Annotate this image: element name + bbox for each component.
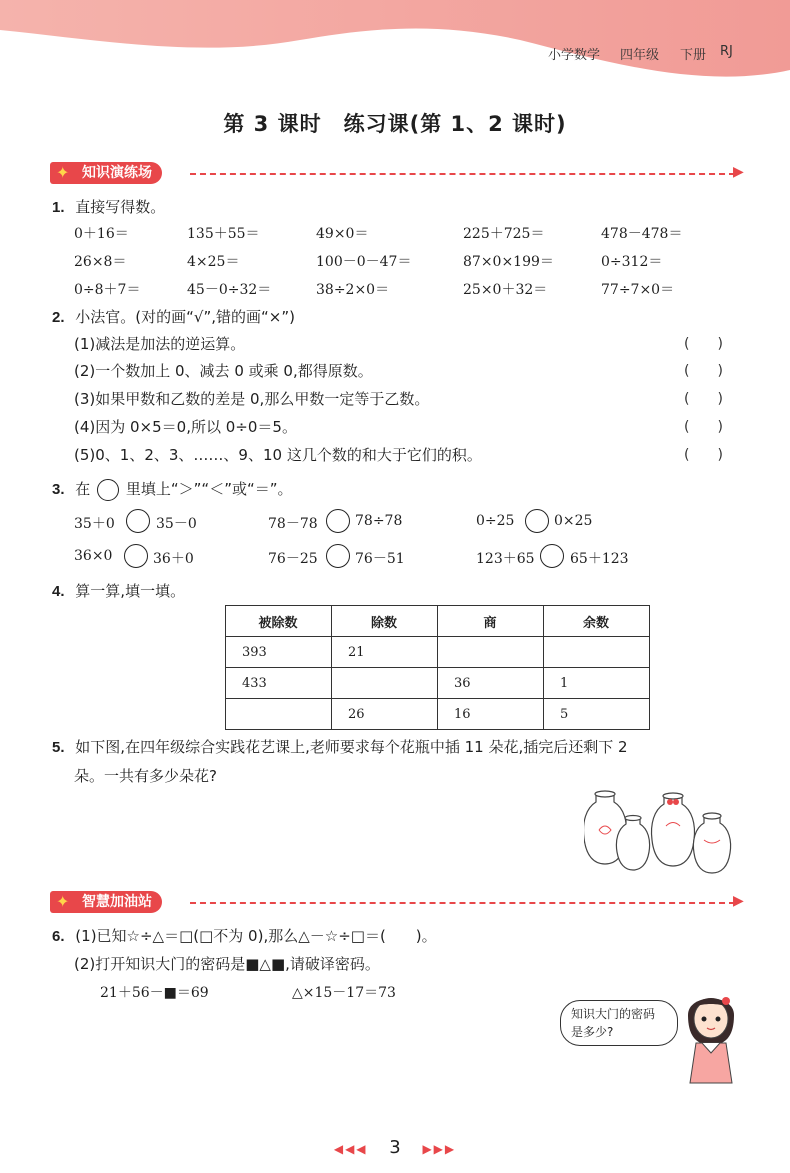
table-cell: 433 <box>226 668 332 699</box>
table-cell[interactable] <box>226 699 332 730</box>
calc-item: 100－0－47＝ <box>316 254 412 270</box>
section-divider <box>190 173 735 175</box>
header-edition: RJ <box>720 44 733 59</box>
circle-icon <box>97 479 119 501</box>
judgement-item: (5)0、1、2、3、……、9、10 这几个数的和大于它们的积。 <box>74 446 482 464</box>
question-number: 4. <box>52 583 65 600</box>
judgement-item: (3)如果甲数和乙数的差是 0,那么甲数一定等于乙数。 <box>74 390 430 408</box>
arrow-right-icon: ▶ <box>733 893 744 909</box>
question-6 <box>52 925 437 946</box>
calc-item: 77÷7×0＝ <box>601 282 675 298</box>
table-row <box>226 668 650 699</box>
answer-blank[interactable]: ( ) <box>684 336 723 352</box>
section-tag-practice <box>50 162 162 184</box>
compare-left: 76－25 <box>268 551 318 567</box>
table-cell[interactable] <box>332 668 438 699</box>
table-header: 被除数 <box>226 606 332 637</box>
table-cell[interactable] <box>544 637 650 668</box>
star-icon: ✦ <box>56 892 70 911</box>
calc-item: 135＋55＝ <box>187 226 260 242</box>
question-3 <box>52 478 293 501</box>
question-text-post: 里填上“＞”“＜”或“＝”。 <box>125 480 293 498</box>
table-cell: 36 <box>438 668 544 699</box>
answer-blank[interactable]: ( ) <box>684 419 723 435</box>
compare-right: 0×25 <box>554 513 593 529</box>
question-text-line2: (2)打开知识大门的密码是■△■,请破译密码。 <box>74 955 380 973</box>
question-4 <box>52 580 185 601</box>
calc-item: 26×8＝ <box>74 254 127 270</box>
question-number: 1. <box>52 199 65 216</box>
compare-left: 36×0 <box>74 548 113 564</box>
table-header-row <box>226 606 650 637</box>
star-icon: ✦ <box>56 163 70 182</box>
question-text: 小法官。(对的画“√”,错的画“×”) <box>75 308 295 326</box>
question-text-pre: 在 <box>75 480 91 498</box>
calc-item: 87×0×199＝ <box>463 254 554 270</box>
speech-bubble <box>560 1000 678 1046</box>
compare-circle[interactable] <box>540 544 564 568</box>
header-band <box>0 0 790 100</box>
table-cell: 21 <box>332 637 438 668</box>
table-cell: 1 <box>544 668 650 699</box>
calc-item: 478－478＝ <box>601 226 683 242</box>
table-header: 除数 <box>332 606 438 637</box>
vases-illustration <box>584 790 744 880</box>
compare-circle[interactable] <box>124 544 148 568</box>
table-cell: 26 <box>332 699 438 730</box>
division-table <box>225 605 650 730</box>
table-cell: 16 <box>438 699 544 730</box>
question-2 <box>52 306 295 327</box>
question-text: 如下图,在四年级综合实践花艺课上,老师要求每个花瓶中插 11 朵花,插完后还剩下 2 <box>75 738 628 756</box>
question-number: 5. <box>52 739 65 756</box>
header-subject: 小学数学 <box>548 48 601 63</box>
bubble-line: 知识大门的密码 <box>571 1007 656 1021</box>
section-label: 智慧加油站 <box>82 894 152 910</box>
compare-left: 35＋0 <box>74 516 115 532</box>
equation: 21＋56－■＝69 <box>100 985 209 1001</box>
table-row <box>226 637 650 668</box>
equation: △×15－17＝73 <box>292 985 396 1001</box>
right-arrows-icon: ▶▶▶ <box>422 1142 457 1156</box>
header-term: 下册 <box>680 48 707 63</box>
calc-item: 0＋16＝ <box>74 226 129 242</box>
question-1 <box>52 196 165 217</box>
calc-item: 0÷8＋7＝ <box>74 282 141 298</box>
question-number: 6. <box>52 928 65 945</box>
left-arrows-icon: ◀◀◀ <box>333 1142 368 1156</box>
question-text: 算一算,填一填。 <box>75 582 186 600</box>
section-tag-challenge <box>50 891 162 913</box>
answer-blank[interactable]: ( ) <box>684 363 723 379</box>
calc-item: 25×0＋32＝ <box>463 282 548 298</box>
table-cell: 393 <box>226 637 332 668</box>
table-header: 商 <box>438 606 544 637</box>
table-header: 余数 <box>544 606 650 637</box>
compare-left: 78－78 <box>268 516 318 532</box>
section-divider <box>190 902 735 904</box>
question-text: 直接写得数。 <box>75 198 166 216</box>
compare-left: 0÷25 <box>476 513 515 529</box>
question-5 <box>52 736 628 757</box>
compare-circle[interactable] <box>326 509 350 533</box>
table-cell[interactable] <box>438 637 544 668</box>
arrow-right-icon: ▶ <box>733 164 744 180</box>
section-label: 知识演练场 <box>82 165 152 181</box>
calc-item: 49×0＝ <box>316 226 369 242</box>
page-footer <box>0 1137 790 1158</box>
table-cell: 5 <box>544 699 650 730</box>
compare-right: 35－0 <box>156 516 197 532</box>
compare-circle[interactable] <box>525 509 549 533</box>
calc-item: 225＋725＝ <box>463 226 545 242</box>
compare-right: 76－51 <box>355 551 405 567</box>
compare-right: 78÷78 <box>355 513 403 529</box>
answer-blank[interactable]: ( ) <box>684 391 723 407</box>
judgement-item: (4)因为 0×5＝0,所以 0÷0＝5。 <box>74 418 297 436</box>
table-row <box>226 699 650 730</box>
judgement-item: (2)一个数加上 0、减去 0 或乘 0,都得原数。 <box>74 362 373 380</box>
page-title: 第 3 课时 练习课(第 1、2 课时) <box>223 112 567 136</box>
compare-right: 36＋0 <box>153 551 194 567</box>
answer-blank[interactable]: ( ) <box>684 447 723 463</box>
calc-item: 4×25＝ <box>187 254 240 270</box>
question-text-line2: 朵。一共有多少朵花? <box>74 767 217 785</box>
question-number: 3. <box>52 481 65 498</box>
question-text: (1)已知☆÷△＝□(□不为 0),那么△－☆÷□＝( )。 <box>75 927 437 945</box>
header-grade: 四年级 <box>620 48 660 63</box>
bubble-line: 是多少? <box>571 1025 614 1039</box>
compare-left: 123＋65 <box>476 551 535 567</box>
compare-circle[interactable] <box>126 509 150 533</box>
compare-circle[interactable] <box>326 544 350 568</box>
judgement-item: (1)减法是加法的逆运算。 <box>74 335 246 353</box>
calc-item: 38÷2×0＝ <box>316 282 390 298</box>
calc-item: 45－0÷32＝ <box>187 282 272 298</box>
calc-item: 0÷312＝ <box>601 254 663 270</box>
page-number: 3 <box>389 1137 401 1158</box>
girl-illustration <box>680 985 742 1085</box>
compare-right: 65＋123 <box>570 551 629 567</box>
question-number: 2. <box>52 309 65 326</box>
